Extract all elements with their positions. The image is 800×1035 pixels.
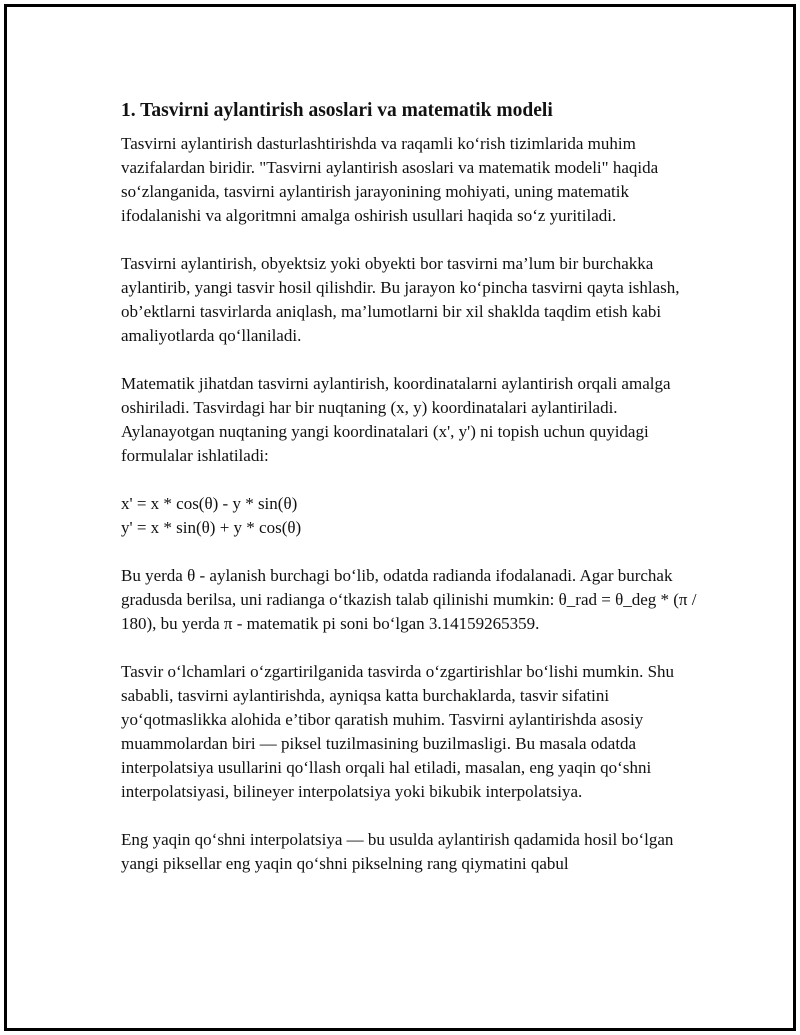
formula-y: y' = x * sin(θ) + y * cos(θ) xyxy=(121,518,302,537)
paragraph-quality: Tasvir o‘lchamlari o‘zgartirilganida tasvirda o‘zgartirishlar bo‘lishi mumkin. Shu sababli, tasvirni aylantirishda, ayniqsa katta burchaklarda, tasvir sifatini yo‘qotmaslikka alohida e’tibor qaratish muhim. Tasvirni aylantirishda asosiy muammolardan biri — piksel tuzilmasining buzilmasligi. Bu masala odatda interpolatsiya usullarini qo‘llash orqali hal etiladi, masalan, eng yaqin qo‘shni interpolatsiyasi, bilineyer interpolatsiya yoki bikubik interpolatsiya. xyxy=(121,662,675,801)
paragraph-math: Matematik jihatdan tasvirni aylantirish, koordinatalarni aylantirish orqali amalga oshiriladi. Tasvirdagi har bir nuqtaning (x, y) koordinatalari aylantiriladi. Aylanayotgan nuqtaning yangi koordinatalari (x', y') ni topish uchun quyidagi formulalar ishlatiladi: xyxy=(121,374,671,465)
formula-block xyxy=(121,492,701,540)
document-body xyxy=(121,98,701,900)
paragraph-angle: Bu yerda θ - aylanish burchagi bo‘lib, odatda radianda ifodalanadi. Agar burchak gradusda berilsa, uni radianga o‘tkazish talab qilinishi mumkin: θ_rad = θ_deg * (π / 180), bu yerda π - matematik pi soni bo‘lgan 3.14159265359. xyxy=(121,566,697,633)
paragraph-nearest-neighbor: Eng yaqin qo‘shni interpolatsiya — bu usulda aylantirish qadamida hosil bo‘lgan yangi piksellar eng yaqin qo‘shni pikselning rang qiymatini qabul xyxy=(121,830,674,873)
formula-x: x' = x * cos(θ) - y * sin(θ) xyxy=(121,494,298,513)
paragraph-intro: Tasvirni aylantirish dasturlashtirishda va raqamli ko‘rish tizimlarida muhim vazifalardan biridir. "Tasvirni aylantirish asoslari va matematik modeli" haqida so‘zlanganida, tasvirni aylantirish jarayonining mohiyati, uning matematik ifodalanishi va algoritmni amalga oshirish usullari haqida so‘z yuritiladi. xyxy=(121,134,659,225)
page-frame xyxy=(4,4,796,1031)
section-heading: 1. Tasvirni aylantirish asoslari va matematik modeli xyxy=(121,100,553,121)
paragraph-definition: Tasvirni aylantirish, obyektsiz yoki obyekti bor tasvirni ma’lum bir burchakka aylantirib, yangi tasvir hosil qilishdir. Bu jarayon ko‘pincha tasvirni qayta ishlash, ob’ektlarni tasvirlarda aniqlash, ma’lumotlarni bir xil shaklda taqdim etish kabi amaliyotlarda qo‘llaniladi. xyxy=(121,254,680,345)
